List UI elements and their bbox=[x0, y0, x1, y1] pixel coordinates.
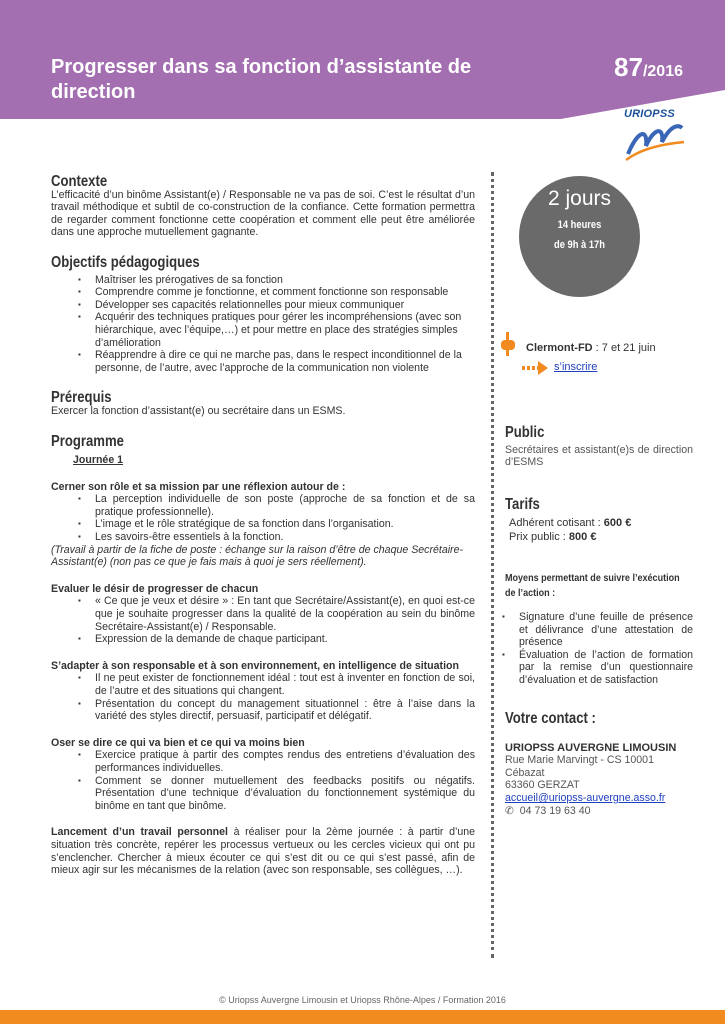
programme-block-list bbox=[51, 672, 475, 722]
location-pin-icon bbox=[501, 332, 515, 356]
contact-section bbox=[505, 710, 693, 817]
public-section bbox=[505, 424, 693, 469]
objectifs-list bbox=[51, 274, 475, 375]
moyens-list bbox=[505, 611, 693, 687]
list-item: ▪ « Ce que je veux et désire » : En tant que Secrétaire/Assistant(e), en quoi est-ce que je souhaite progresser dans la qualité de la coopération au sein du binôme Secrétaire-Assistant(e) / Responsable. bbox=[95, 595, 475, 633]
section-title-prerequis: Prérequis bbox=[51, 389, 112, 407]
list-item: ▪ Développer ses capacités relationnelles pour mieux communiquer bbox=[95, 299, 475, 312]
tarif-adherent-label: Adhérent cotisant : bbox=[509, 516, 604, 529]
programme-block-list bbox=[51, 595, 475, 645]
footer-copyright: © Uriopss Auvergne Limousin et Uriopss Rhône-Alpes / Formation 2016 bbox=[219, 995, 506, 1005]
programme-final-bold: Lancement d’un travail personnel bbox=[51, 826, 228, 839]
moyens-section bbox=[505, 571, 693, 687]
main-column bbox=[51, 173, 475, 877]
tarif-adherent bbox=[505, 516, 693, 530]
page-title: Progresser dans sa fonction d’assistante de direction bbox=[51, 56, 472, 103]
contact-phone-number: 04 73 19 63 40 bbox=[519, 804, 591, 817]
arrow-right-icon bbox=[520, 358, 550, 378]
list-item: ▪ Maîtriser les prérogatives de sa fonction bbox=[95, 274, 475, 287]
journee-label: Journée 1 bbox=[73, 454, 124, 467]
tarif-public-label: Prix public : bbox=[509, 530, 569, 543]
list-item: ▪ L’image et le rôle stratégique de sa fonction dans l’organisation. bbox=[95, 518, 475, 531]
column-divider bbox=[491, 172, 494, 958]
list-item: ▪ La perception individuelle de son poste (approche de sa fonction et de sa pratique professionnelle). bbox=[95, 493, 475, 518]
tarif-public bbox=[505, 530, 693, 544]
logo-text: URIOPSS bbox=[624, 108, 675, 120]
tarif-public-price: 800 € bbox=[568, 530, 597, 543]
list-item: ▪ Exercice pratique à partir des comptes rendus des entretiens d’évaluation des performances individuelles. bbox=[95, 749, 475, 774]
section-title-public: Public bbox=[505, 424, 545, 441]
duration-badge bbox=[519, 176, 640, 297]
list-item: ▪ Présentation du concept du management situationnel : être à l’aise dans la variété des styles directif, persuasif, participatif et délégatif. bbox=[95, 698, 475, 723]
list-item: ▪ Il ne peut exister de fonctionnement idéal : tout est à inventer en fonction de soi, de l’autre et des situations qui changent. bbox=[95, 672, 475, 697]
contact-phone bbox=[505, 805, 693, 818]
list-item: ▪ Acquérir des techniques pratiques pour gérer les incompréhensions (avec son hiérarchique, avec l’équipe,…) et pour mettre en place des stratégies simples d’amélioration bbox=[95, 311, 475, 349]
programme-final bbox=[51, 826, 475, 876]
reference-number bbox=[614, 52, 683, 83]
register-link[interactable]: s’inscrire bbox=[554, 361, 598, 373]
duration-days: 2 jours bbox=[547, 187, 612, 210]
contact-org: URIOPSS AUVERGNE LIMOUSIN bbox=[505, 741, 677, 754]
uriopss-logo bbox=[624, 108, 686, 164]
duration-schedule: de 9h à 17h bbox=[554, 239, 605, 251]
reference-num: 87 bbox=[614, 52, 643, 82]
reference-year: /2016 bbox=[642, 63, 683, 80]
programme-block-heading: S’adapter à son responsable et à son environnement, en intelligence de situation bbox=[51, 659, 459, 672]
list-item: ▪ Réapprendre à dire ce qui ne marche pas, dans le respect inconditionnel de la personne, de l’autre, avec l’approche de la communication non violente bbox=[95, 349, 475, 374]
tarif-adherent-price: 600 € bbox=[603, 516, 632, 529]
programme-block-heading: Oser se dire ce qui va bien et ce qui va moins bien bbox=[51, 736, 305, 749]
programme-block-heading: Cerner son rôle et sa mission par une réflexion autour de : bbox=[51, 480, 346, 493]
section-title-contexte: Contexte bbox=[51, 173, 108, 190]
list-item: ▪ Comment se donner mutuellement des feedbacks positifs ou négatifs. Présentation d’une technique d’évaluation du fonctionnement systémique du binôme en tant que binôme. bbox=[95, 775, 475, 813]
section-title-programme: Programme bbox=[51, 432, 124, 450]
public-text: Secrétaires et assistant(e)s de direction d’ESMS bbox=[505, 443, 693, 469]
programme-final-text: à réaliser pour la 2ème journée : à partir d’une situation très concrète, repérer les processus vertueux ou les cercles vicieux qui ont pu s’enclencher. Chercher à mieux écouter ce qui s’est dit ou ce qui s’est passé, afin de mieux agir sur les mécanismes de la relation (avec son responsable, ses collègues, …). bbox=[51, 826, 475, 877]
contexte-text: L’efficacité d’un binôme Assistant(e) / Responsable ne va pas de soi. C’est le résultat d’un travail méthodique et subtil de co-construction de la confiance. Cette formation permettra de regarder comment fonctionne cette coopération et comment elle peut être améliorée dans une approche mutuellement gagnante. bbox=[51, 188, 475, 239]
programme-block-note: (Travail à partir de la fiche de poste : échange sur la raison d’être de chaque Secrétaire-Assistant(e) (non pas ce que je fais mais à quoi je sers réellement). bbox=[51, 543, 464, 569]
section-title-contact: Votre contact : bbox=[505, 710, 596, 727]
programme-block-list bbox=[51, 493, 475, 543]
contact-address-line2: 63360 GERZAT bbox=[505, 779, 580, 792]
section-title-moyens: Moyens permettant de suivre l’exécution de l’action : bbox=[505, 572, 680, 599]
contact-address-line1: Rue Marie Marvingt - CS 10001 Cébazat bbox=[505, 754, 654, 779]
section-title-objectifs: Objectifs pédagogiques bbox=[51, 253, 200, 271]
list-item: ▪ Évaluation de l’action de formation par la remise d’un questionnaire d’évaluation et de satisfaction bbox=[519, 649, 693, 687]
session-dates: : 7 et 21 juin bbox=[592, 342, 656, 354]
list-item: ▪ Comprendre comme je fonctionne, et comment fonctionne son responsable bbox=[95, 286, 475, 299]
list-item: ▪ Les savoirs-être essentiels à la fonction. bbox=[95, 531, 475, 544]
programme-block-list bbox=[51, 749, 475, 812]
section-title-tarifs: Tarifs bbox=[505, 496, 540, 513]
duration-hours: 14 heures bbox=[557, 219, 602, 231]
session-city: Clermont-FD bbox=[526, 342, 593, 354]
prerequis-text: Exercer la fonction d’assistant(e) ou secrétaire dans un ESMS. bbox=[51, 404, 346, 417]
phone-icon: ✆ bbox=[505, 804, 514, 817]
contact-email-link[interactable]: accueil@uriopss-auvergne.asso.fr bbox=[505, 791, 666, 804]
footer-bar bbox=[0, 1010, 725, 1024]
tarifs-section bbox=[505, 496, 693, 544]
list-item: ▪ Expression de la demande de chaque participant. bbox=[95, 633, 475, 646]
list-item: ▪ Signature d’une feuille de présence et délivrance d’une attestation de présence bbox=[519, 611, 693, 649]
session-location bbox=[526, 342, 656, 354]
programme-block-heading: Evaluer le désir de progresser de chacun bbox=[51, 582, 259, 595]
